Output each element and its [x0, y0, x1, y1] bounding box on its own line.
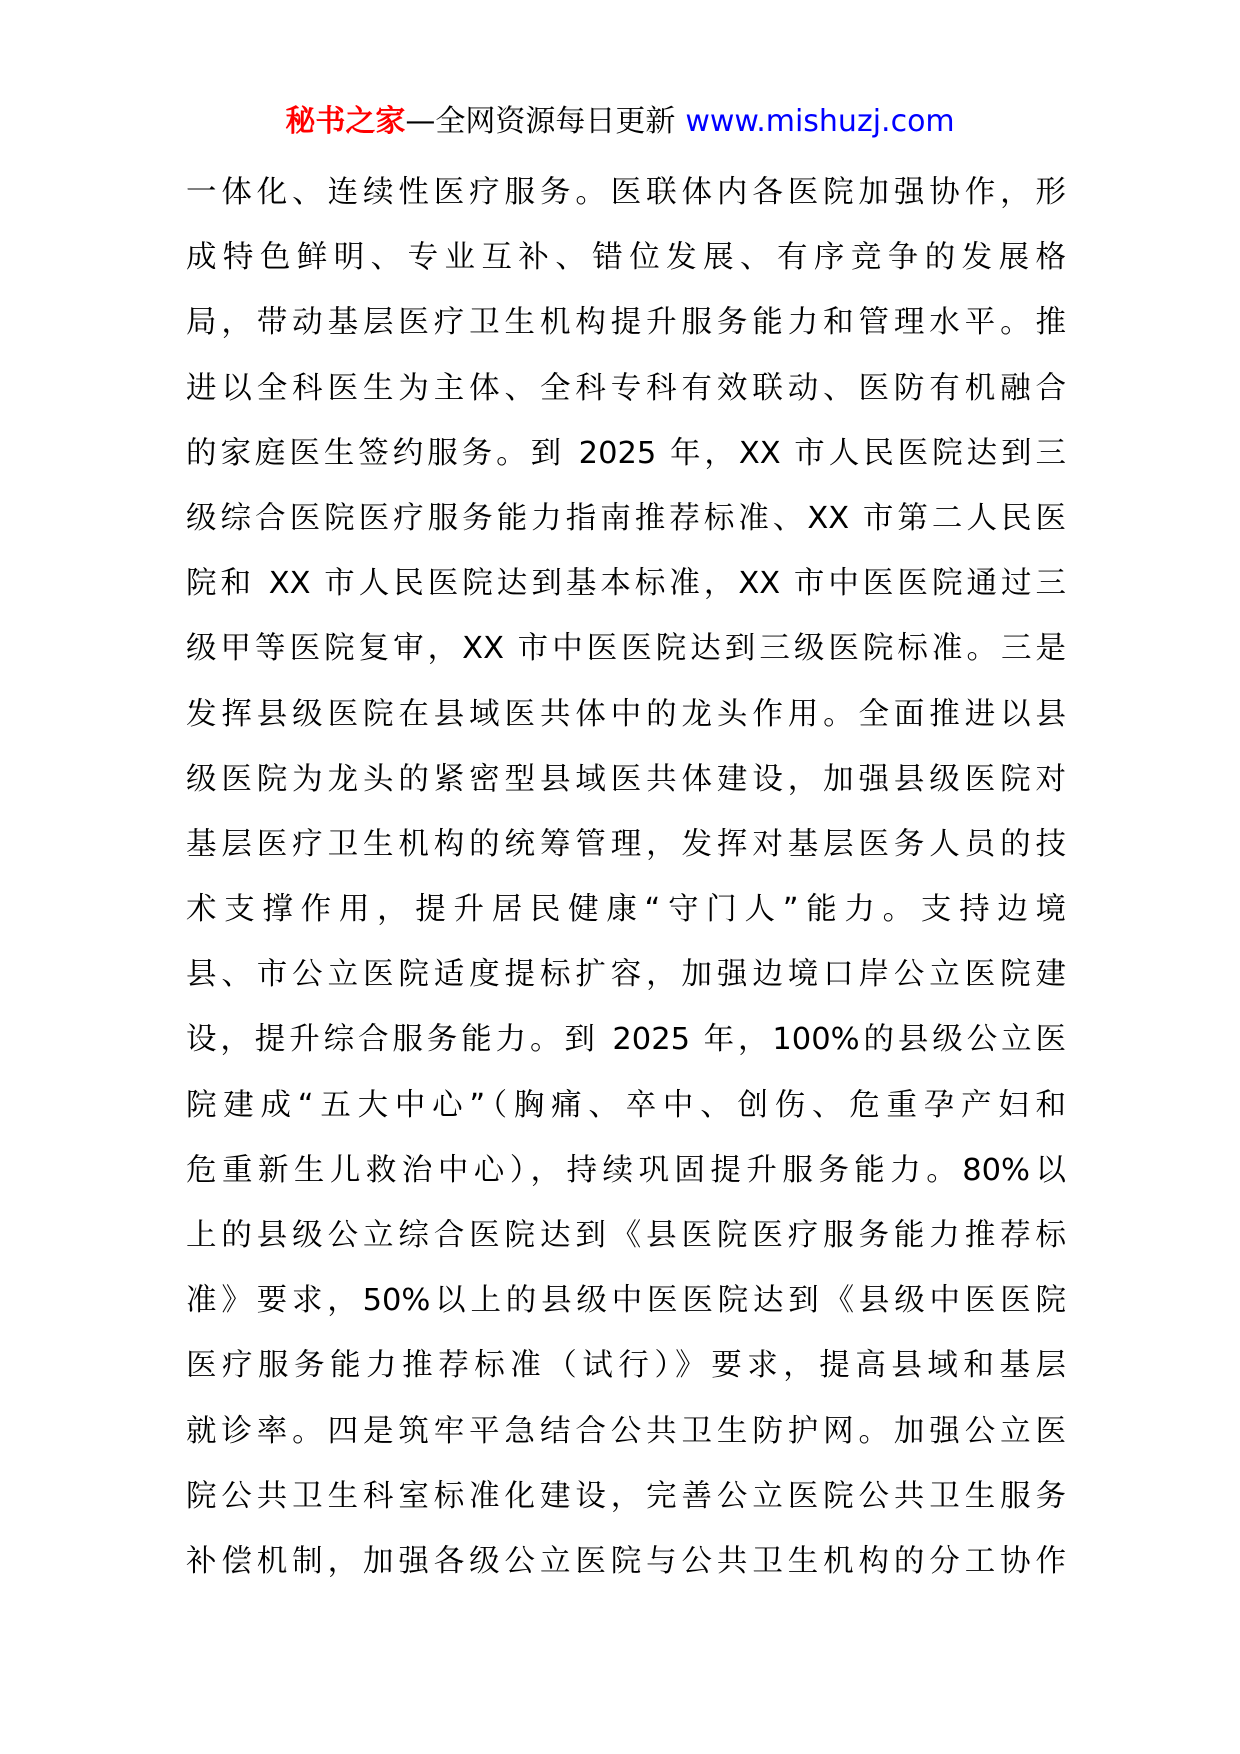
- text-line: 发挥县级医院在县域医共体中的龙头作用。全面推进以县: [186, 696, 1066, 732]
- text-line: 院公共卫生科室标准化建设，完善公立医院公共卫生服务: [186, 1478, 1066, 1514]
- text-line: 一体化、连续性医疗服务。医联体内各医院加强协作，形: [186, 175, 1066, 210]
- text-line: 危重新生儿救治中心），持续巩固提升服务能力。80%以: [186, 1152, 1066, 1188]
- text-line: 补偿机制，加强各级公立医院与公共卫生机构的分工协作: [186, 1543, 1066, 1579]
- text-line: 基层医疗卫生机构的统筹管理，发挥对基层医务人员的技: [186, 826, 1066, 862]
- text-line: 级医院为龙头的紧密型县域医共体建设，加强县级医院对: [186, 761, 1066, 797]
- text-line: 进以全科医生为主体、全科专科有效联动、医防有机融合: [186, 370, 1066, 406]
- text-line: 院和 XX 市人民医院达到基本标准，XX 市中医医院通过三: [186, 566, 1066, 602]
- text-line: 成特色鲜明、专业互补、错位发展、有序竞争的发展格: [186, 240, 1066, 276]
- text-line: 术支撑作用，提升居民健康“守门人”能力。支持边境: [186, 892, 1066, 928]
- text-line: 院建成“五大中心”（胸痛、卒中、创伤、危重孕产妇和: [186, 1087, 1066, 1123]
- document-body: [186, 160, 1066, 1594]
- text-line: 上的县级公立综合医院达到《县医院医疗服务能力推荐标: [186, 1218, 1066, 1253]
- text-line: 的家庭医生签约服务。到 2025 年，XX 市人民医院达到三: [186, 435, 1066, 471]
- header-tagline: —全网资源每日更新: [405, 104, 676, 139]
- text-line: 县、市公立医院适度提标扩容，加强边境口岸公立医院建: [186, 957, 1066, 993]
- brand-name: 秘书之家: [285, 104, 406, 139]
- text-line: 级综合医院医疗服务能力指南推荐标准、XX 市第二人民医: [186, 500, 1066, 536]
- text-line: 设，提升综合服务能力。到 2025 年，100%的县级公立医: [186, 1022, 1066, 1058]
- site-url-link[interactable]: www.mishuzj.com: [685, 104, 955, 139]
- site-header: [0, 100, 1240, 144]
- text-line: 就诊率。四是筑牢平急结合公共卫生防护网。加强公立医: [186, 1413, 1066, 1449]
- text-line: 级甲等医院复审，XX 市中医医院达到三级医院标准。三是: [186, 631, 1066, 667]
- text-line: 医疗服务能力推荐标准（试行）》要求，提高县域和基层: [186, 1348, 1066, 1384]
- text-line: 准》要求，50%以上的县级中医医院达到《县级中医医院: [186, 1283, 1066, 1319]
- text-line: 局，带动基层医疗卫生机构提升服务能力和管理水平。推: [186, 305, 1066, 341]
